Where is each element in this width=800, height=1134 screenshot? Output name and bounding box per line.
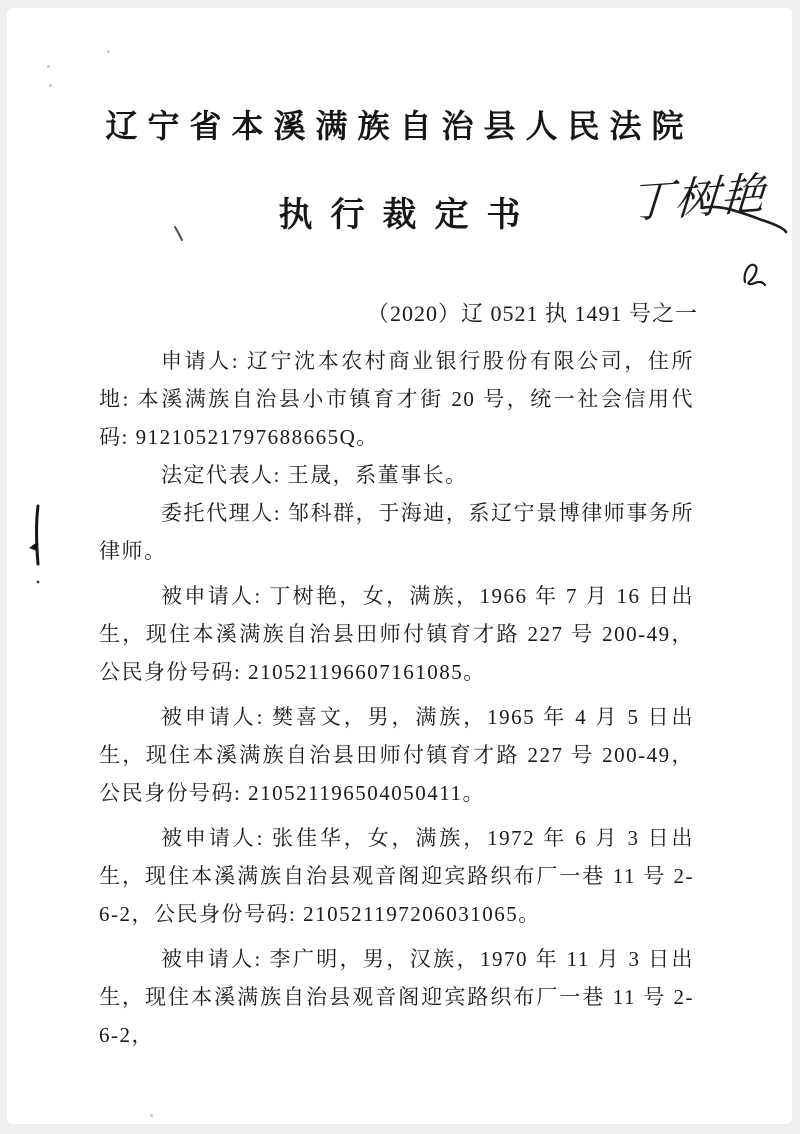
paragraph-respondent-3: 被申请人: 张佳华，女，满族，1972 年 6 月 3 日出生，现住本溪满族自治县观音阁迎宾路织布厂一巷 11 号 2-6-2，公民身份号码: 210521197206031065。 <box>99 826 694 926</box>
scan-speck <box>107 50 110 53</box>
document-body <box>7 342 792 1054</box>
document-title: 执行裁定书 <box>278 197 539 234</box>
court-name-heading: 辽宁省本溪满族自治县人民法院 <box>105 108 694 144</box>
paragraph-respondent-2: 被申请人: 樊喜文，男，满族，1965 年 4 月 5 日出生，现住本溪满族自治县田师付镇育才路 227 号 200-49，公民身份号码: 210521196504050411。 <box>99 705 694 805</box>
case-number: （2020）辽 0521 执 1491 号之一 <box>367 301 699 326</box>
paragraph-respondent-4: 被申请人: 李广明，男，汉族，1970 年 11 月 3 日出生，现住本溪满族自治县观音阁迎宾路织布厂一巷 11 号 2-6-2， <box>99 947 694 1047</box>
handwritten-signature-text: 丁树艳 <box>627 169 769 229</box>
paragraph-legal-representative: 法定代表人: 王晟，系董事长。 <box>161 463 468 487</box>
handwritten-mark <box>738 258 772 292</box>
scan-speck <box>150 1114 153 1117</box>
ink-blot-mark <box>26 498 50 594</box>
scan-speck <box>49 84 52 87</box>
small-comma-mark <box>172 224 186 242</box>
signature-flourish <box>700 202 790 238</box>
paragraph-respondent-1: 被申请人: 丁树艳，女，满族，1966 年 7 月 16 日出生，现住本溪满族自治县田师付镇育才路 227 号 200-49，公民身份号码: 210521196607161085。 <box>99 584 694 684</box>
paragraph-attorneys: 委托代理人: 邹科群，于海迪，系辽宁景博律师事务所律师。 <box>99 501 694 563</box>
paragraph-applicant: 申请人: 辽宁沈本农村商业银行股份有限公司，住所地: 本溪满族自治县小市镇育才街 20 号，统一社会信用代码: 91210521797688665Q。 <box>99 349 694 449</box>
scan-speck <box>47 65 50 68</box>
